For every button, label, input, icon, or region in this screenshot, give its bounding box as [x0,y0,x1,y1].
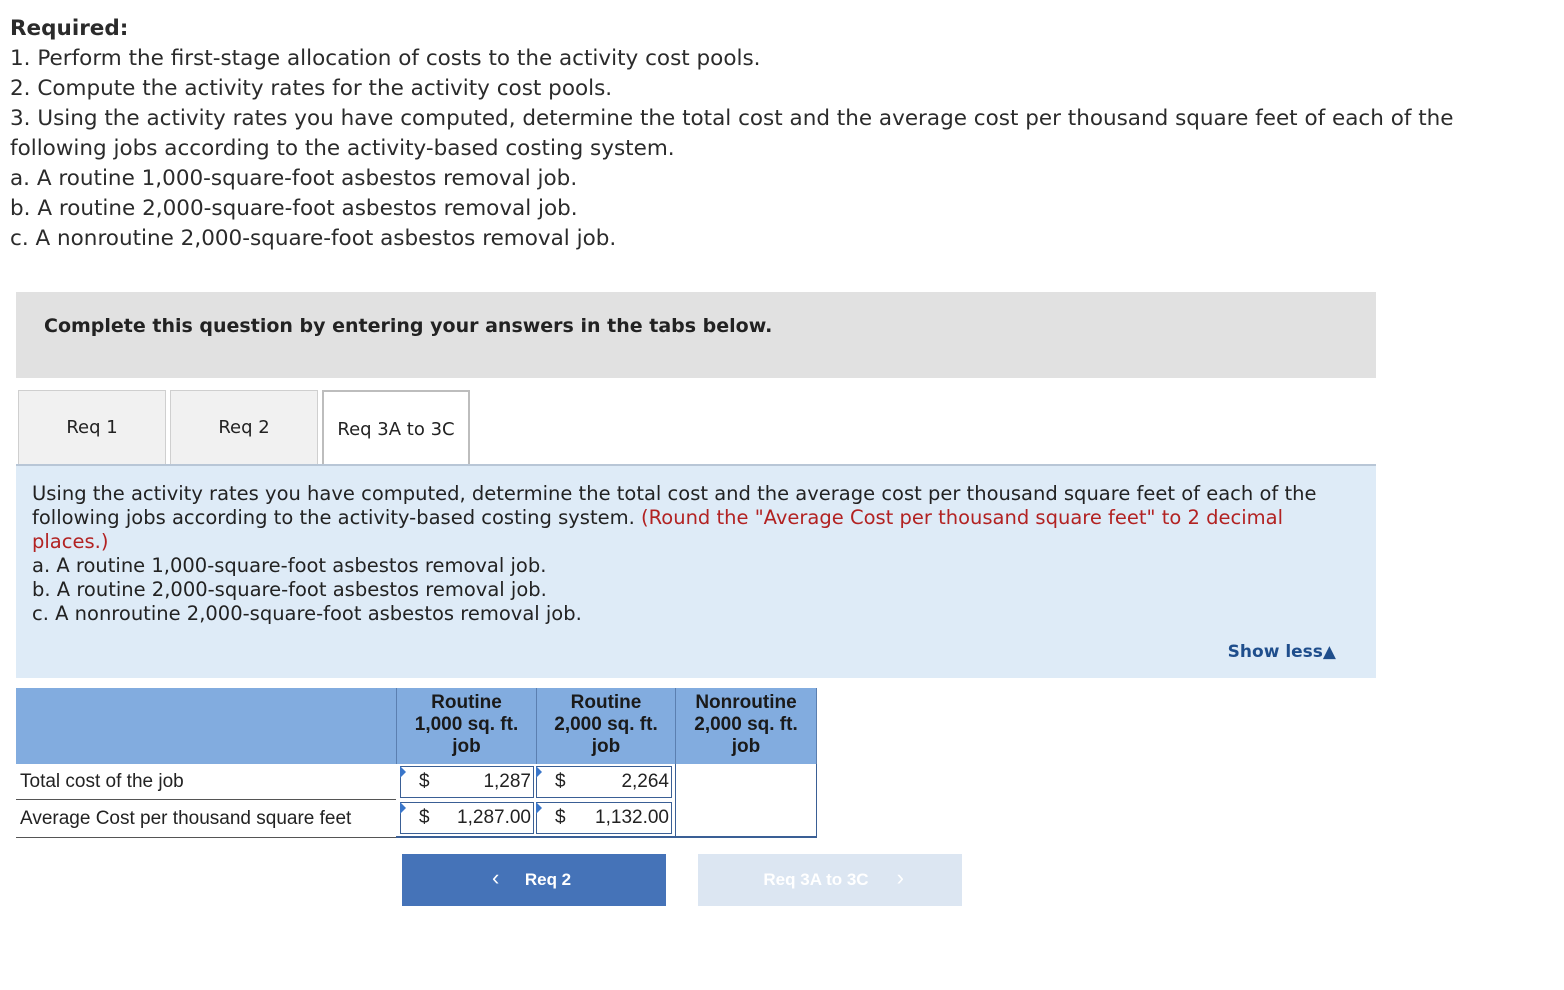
avg-cost-routine-1000-input[interactable] [400,802,534,834]
instruction-item: b. A routine 2,000-square-foot asbestos removal job. [32,578,547,601]
cell-value: 1,287 [483,771,531,792]
cell-flag-icon [536,766,542,778]
instruction-item: a. A routine 1,000-square-foot asbestos removal job. [32,554,547,577]
instruction-item: c. A nonroutine 2,000-square-foot asbestos removal job. [32,602,582,625]
required-line: 2. Compute the activity rates for the activity cost pools. [10,76,613,101]
instructions-body: Using the activity rates you have computed, determine the total cost and the average cost per thousand square feet of each of the following jobs according to the activity-based costing system. [32,482,1317,529]
cell-value: 2,264 [621,771,669,792]
column-header-line: job [731,736,761,757]
instructions-panel [16,466,1376,678]
required-line: c. A nonroutine 2,000-square-foot asbestos removal job. [10,226,617,251]
column-header-routine-1000 [396,688,536,764]
tab-req-1[interactable]: Req 1 [18,390,166,464]
column-header-line: Nonroutine [695,692,797,713]
currency-symbol: $ [419,771,430,792]
currency-symbol: $ [419,807,430,828]
cell-value: 1,287.00 [457,807,531,828]
row-label-total-cost: Total cost of the job [16,764,396,800]
prev-tab-button[interactable] [402,854,666,906]
required-line: 1. Perform the first-stage allocation of costs to the activity cost pools. [10,46,761,71]
table-header-label-cell [16,688,396,764]
total-cost-routine-1000-input[interactable] [400,766,534,798]
cell-value: 1,132.00 [595,807,669,828]
row-label-average-cost: Average Cost per thousand square feet [16,800,396,838]
column-header-line: job [591,736,621,757]
rounding-note: (Round the "Average Cost per thousand square feet" to 2 decimal places.) [32,506,1283,553]
show-less-link[interactable]: Show less▲ [1227,642,1336,662]
total-cost-routine-2000-input[interactable] [536,766,672,798]
cell-flag-icon [400,766,406,778]
next-button-label: Req 3A to 3C [763,870,869,889]
currency-symbol: $ [555,771,566,792]
column-header-line: Routine [570,692,642,713]
column-header-nonroutine-2000 [675,688,817,764]
prev-button-label: Req 2 [524,870,572,889]
required-line: following jobs according to the activity-based costing system. [10,136,675,161]
column-header-line: 2,000 sq. ft. [554,714,658,735]
column-header-line: 2,000 sq. ft. [694,714,798,735]
column-header-line: 1,000 sq. ft. [414,714,519,735]
required-line: 3. Using the activity rates you have computed, determine the total cost and the average cost per thousand square feet of each of the [10,106,1454,131]
required-line: a. A routine 1,000-square-foot asbestos removal job. [10,166,578,191]
avg-cost-routine-2000-input[interactable] [536,802,672,834]
required-title: Required: [10,16,129,41]
cell-flag-icon [400,802,406,814]
chevron-left-icon: ‹ [492,865,500,890]
chevron-right-icon: › [896,865,904,890]
column-header-routine-2000 [536,688,675,764]
instructions-text [32,482,1352,626]
tab-req-3a-to-3c[interactable]: Req 3A to 3C [322,390,470,466]
required-section [10,14,1530,254]
cell-flag-icon [536,802,542,814]
next-tab-button[interactable] [698,854,962,906]
tab-req-2[interactable]: Req 2 [170,390,318,464]
nonroutine-2000-cells[interactable] [675,764,817,838]
banner-text: Complete this question by entering your answers in the tabs below. [44,315,773,337]
table-bottom-border [396,836,817,838]
instruction-banner [16,292,1376,378]
currency-symbol: $ [555,807,566,828]
column-header-line: Routine [431,692,502,713]
required-line: b. A routine 2,000-square-foot asbestos removal job. [10,196,578,221]
column-header-line: job [452,736,481,757]
